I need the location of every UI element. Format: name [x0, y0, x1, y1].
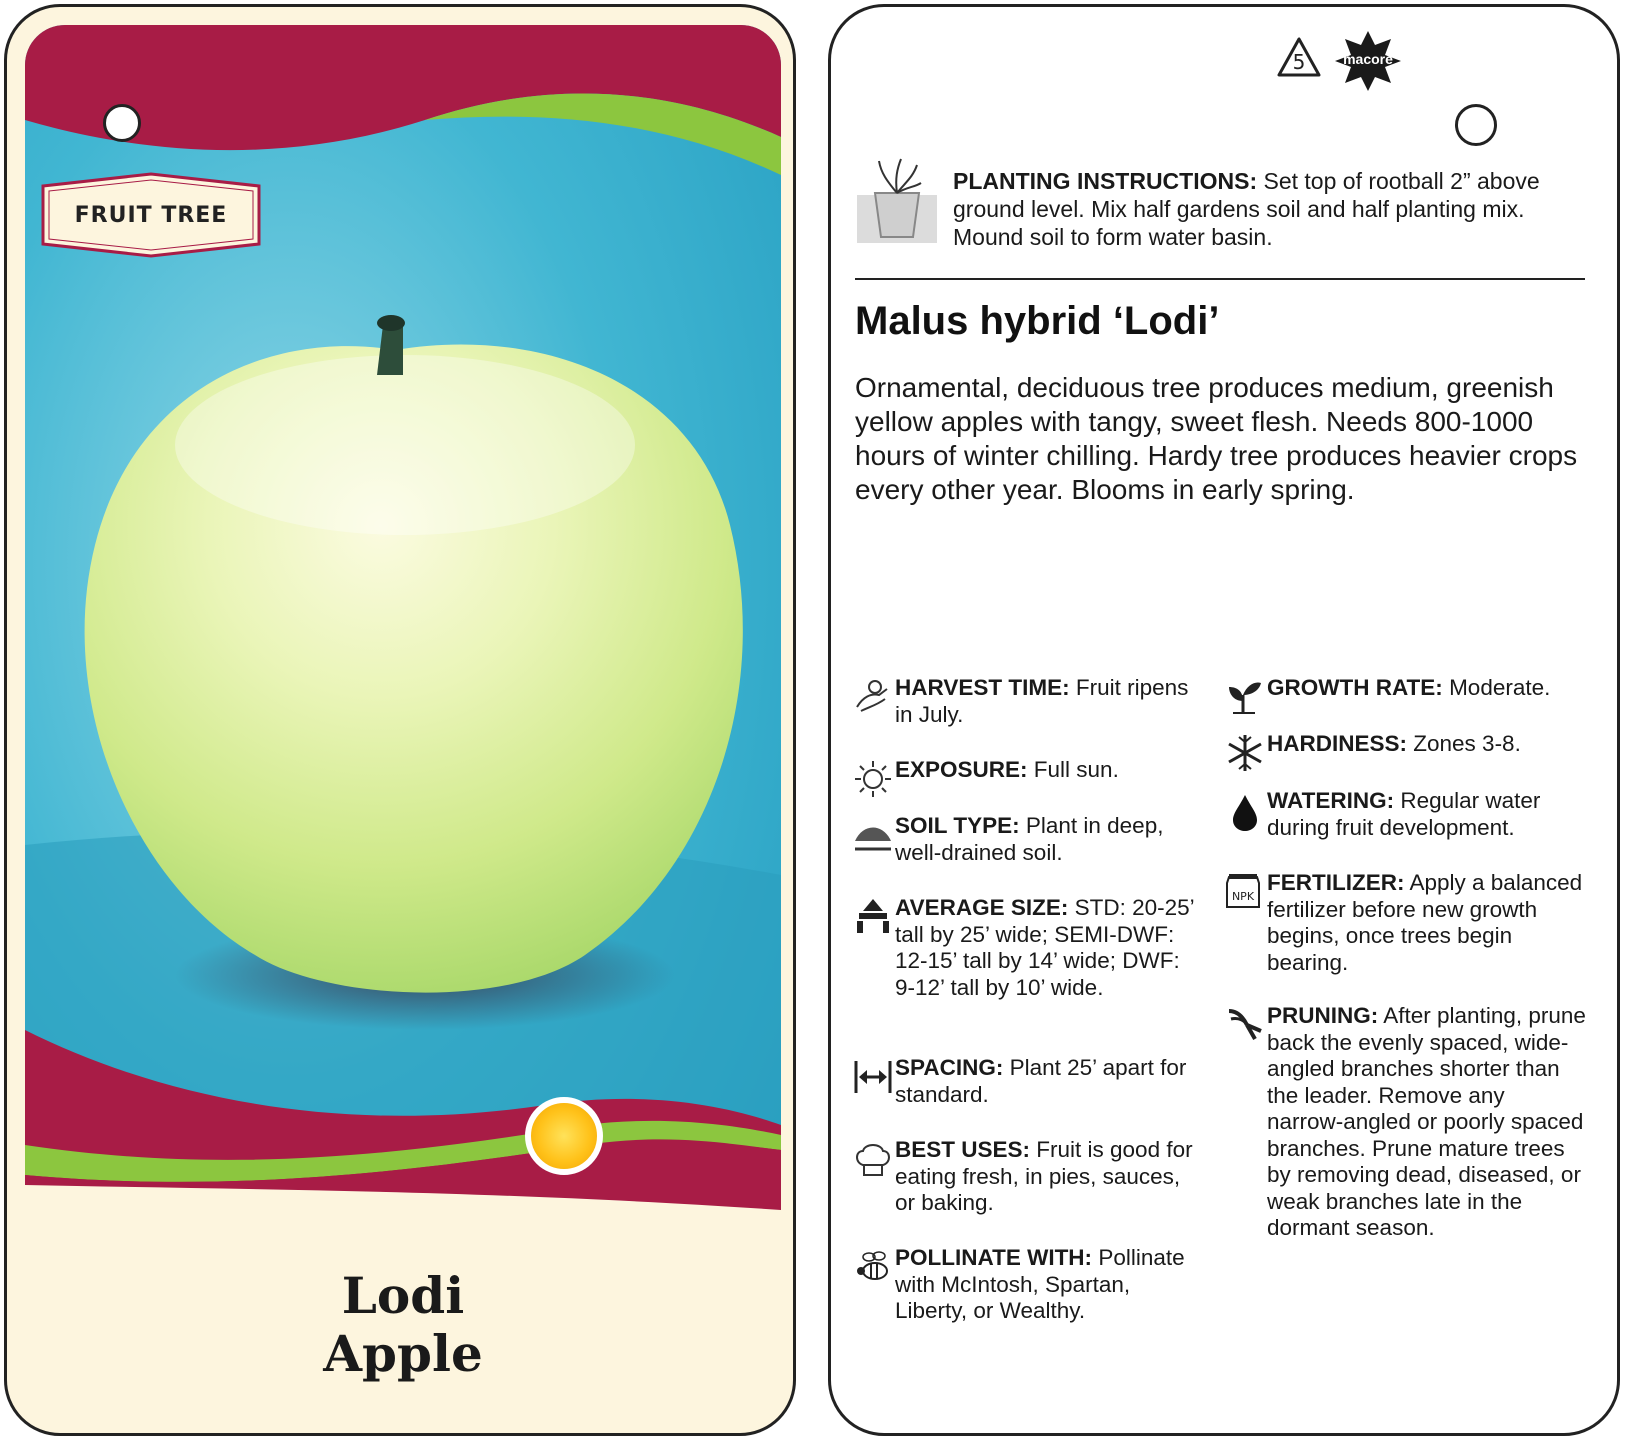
attr-label: PRUNING: — [1267, 1003, 1379, 1028]
attr-text: STD: 20-25’ tall by 25’ wide; SEMI-DWF: 12-15’ tall by 14’ wide; DWF: 9-12’ tall by 10’ wide. — [895, 895, 1194, 1000]
attr-label: SOIL TYPE: — [895, 813, 1020, 838]
full-sun-indicator-icon — [525, 1097, 603, 1175]
botanical-name: Malus hybrid ‘Lodi’ — [855, 299, 1220, 343]
attr-text: Plant 25’ apart for standard. — [895, 1055, 1187, 1107]
recycle-icon — [1273, 35, 1325, 85]
attr-average-size — [895, 895, 1195, 1001]
sun-icon — [853, 759, 893, 799]
size-arrows-icon — [853, 897, 893, 937]
attr-text: Moderate. — [1442, 675, 1551, 700]
plant-common-name — [7, 1267, 796, 1383]
bee-icon — [853, 1247, 893, 1287]
attr-text: Pollinate with McIntosh, Spartan, Liberty, or Wealthy. — [895, 1245, 1185, 1323]
attr-label: AVERAGE SIZE: — [895, 895, 1069, 920]
attr-text: Zones 3-8. — [1407, 731, 1521, 756]
pruning-shears-icon — [1225, 1005, 1265, 1045]
attr-label: SPACING: — [895, 1055, 1004, 1080]
soil-mound-icon — [853, 815, 893, 855]
attr-text: After planting, prune back the evenly spaced, wide-angled branches shorter than the leader. Remove any narrow-angled or poorly spaced branches. Prune mature trees by removing dead, diseased, or weak branches late in the dormant season. — [1267, 1003, 1586, 1240]
attr-text: Fruit ripens in July. — [895, 675, 1189, 727]
attr-text: Regular water during fruit development. — [1267, 788, 1541, 840]
attr-label: POLLINATE WITH: — [895, 1245, 1093, 1270]
brand-name: macore — [1343, 51, 1393, 67]
attr-label: GROWTH RATE: — [1267, 675, 1443, 700]
attr-pollinate-with — [895, 1245, 1195, 1325]
category-badge: FRUIT TREE — [74, 202, 228, 228]
attr-spacing — [895, 1055, 1195, 1108]
recycle-number: 5 — [1292, 50, 1306, 74]
tag-front — [4, 4, 796, 1436]
seedling-icon — [1225, 677, 1265, 717]
npk-label: NPK — [1231, 890, 1255, 903]
planting-instructions — [953, 167, 1583, 251]
attr-label: WATERING: — [1267, 788, 1395, 813]
attr-fertilizer — [1267, 870, 1587, 976]
chef-hat-icon — [853, 1139, 893, 1179]
npk-bag-icon — [1223, 871, 1263, 911]
attr-label: FERTILIZER: — [1267, 870, 1405, 895]
tag-back — [828, 4, 1620, 1436]
attr-harvest-time — [895, 675, 1195, 728]
attr-pruning — [1267, 1003, 1587, 1242]
attr-exposure — [895, 757, 1195, 784]
plant-name-line2: Apple — [323, 1324, 483, 1383]
plant-description: Ornamental, deciduous tree produces medium, greenish yellow apples with tangy, sweet flesh. Needs 800-1000 hours of winter chilling. Hardy tree produces heavier crops every other year. Blooms in early spring. — [855, 372, 1578, 505]
attr-watering — [1267, 788, 1587, 841]
attr-text: Apply a balanced fertilizer before new growth begins, once trees begin bearing. — [1267, 870, 1583, 975]
water-drop-icon — [1225, 793, 1265, 833]
attr-label: HARDINESS: — [1267, 731, 1408, 756]
attr-text: Plant in deep, well-drained soil. — [895, 813, 1164, 865]
attr-best-uses — [895, 1137, 1195, 1217]
attr-text: Fruit is good for eating fresh, in pies, sauces, or baking. — [895, 1137, 1193, 1215]
hang-hole — [103, 104, 141, 142]
attr-label: HARVEST TIME: — [895, 675, 1070, 700]
snowflake-icon — [1225, 733, 1265, 773]
attr-text: Full sun. — [1027, 757, 1119, 782]
attr-growth-rate — [1267, 675, 1587, 702]
harvest-hand-icon — [853, 677, 893, 717]
attr-label: BEST USES: — [895, 1137, 1031, 1162]
planting-instructions-label: PLANTING INSTRUCTIONS: — [953, 168, 1258, 194]
spacing-arrows-icon — [853, 1057, 893, 1097]
planting-instructions-text: Set top of rootball 2” above ground level. Mix half gardens soil and half planting mix. Mound soil to form water basin. — [953, 168, 1540, 250]
hang-hole — [1455, 104, 1497, 146]
plant-name-line1: Lodi — [341, 1266, 465, 1325]
divider — [855, 278, 1585, 280]
attr-hardiness — [1267, 731, 1587, 758]
planting-pot-icon — [857, 157, 937, 247]
attr-label: EXPOSURE: — [895, 757, 1028, 782]
attr-soil-type — [895, 813, 1195, 866]
